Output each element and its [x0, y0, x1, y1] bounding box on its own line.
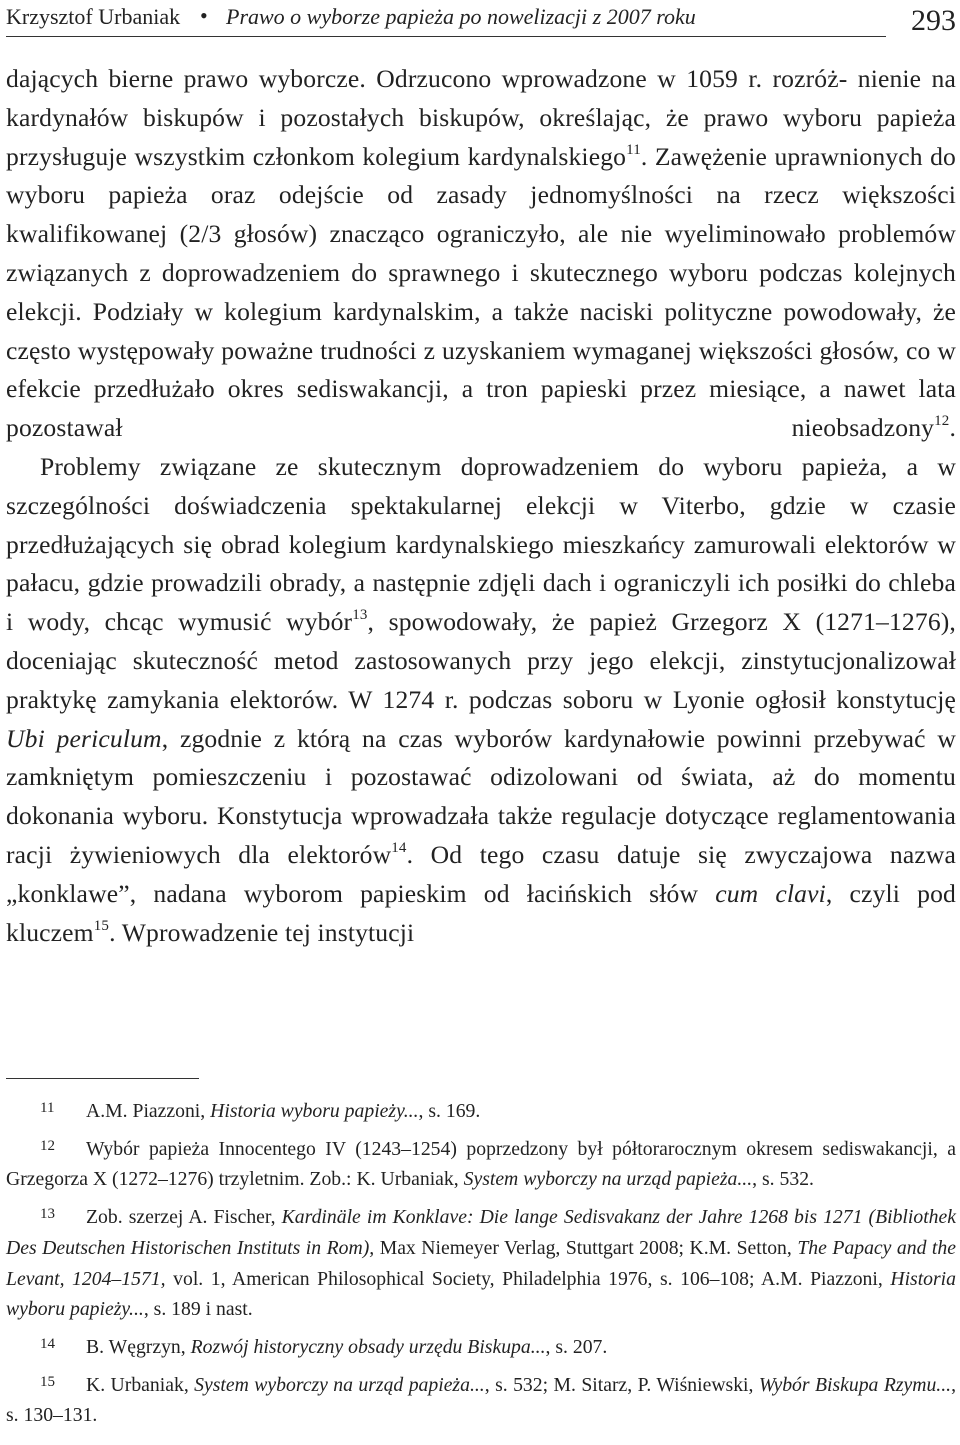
- main-text: [6, 60, 956, 952]
- footnote-rule: [6, 1078, 199, 1079]
- footnote-number: 13: [40, 1206, 55, 1223]
- page-number: 293: [911, 4, 956, 37]
- p2-text-4: . Od tego czasu datuje się zwyczajowa nazwa „konklawe”, nadana wyborom papieskim od łacińskich słów: [6, 839, 956, 908]
- p1-text-1: wyboru papieża przysługuje wszystkim członkom kolegium kardynalskiego: [6, 102, 956, 171]
- header-separator: •: [200, 3, 208, 28]
- footnote-14: [6, 1329, 956, 1363]
- footnote-italic: Rozwój historyczny obsady urzędu Biskupa...: [190, 1335, 546, 1358]
- footnote-italic: System wyborczy na urząd papieża...: [463, 1168, 753, 1191]
- footnote-15: [6, 1367, 956, 1431]
- p1-text-3: .: [949, 413, 956, 443]
- p2-italic-1: Ubi periculum: [6, 723, 162, 753]
- footnotes: [6, 1093, 956, 1435]
- header-author: Krzysztof Urbaniak: [6, 4, 181, 29]
- p2-text-5: , czyli pod kluczem: [6, 878, 956, 947]
- p2-text-1: Problemy związane ze skutecznym doprowadzeniem do wyboru papieża, a w szczególności doświadczenia spektakularnej elekcji w Viterbo, gdzie w czasie przedłużających się obrad kolegium kardynalskiego mieszkańcy zamurowali elektorów w pałacu, gdzie prowadzili obrady, a następnie zdjęli dach i ograniczyli ich posiłki do chleba i wody, chcąc wymusić wybór: [6, 451, 956, 637]
- footnote-text: vol. 1, American Philosophical Society, Philadelphia 1976, s. 106–108; A.M. Piazzoni,: [165, 1267, 891, 1290]
- footnote-text: B. Węgrzyn,: [86, 1335, 191, 1358]
- footnote-text: Wybór papieża Innocentego IV (1243–1254) poprzedzony był półtorarocznym okresem sediswakancji, a Grzegorza X (1272–1276) trzyletnim. Zob.: K. Urbaniak,: [6, 1137, 956, 1191]
- footnote-ref-13[interactable]: 13: [352, 607, 368, 624]
- footnote-number: 11: [40, 1100, 55, 1116]
- footnote-number: 15: [40, 1373, 55, 1390]
- footnote-text: , s. 532; M. Sitarz, P. Wiśniewski,: [484, 1373, 759, 1396]
- footnote-text: , s. 169.: [418, 1100, 481, 1122]
- paragraph-1: [6, 60, 956, 448]
- footnote-text: A.M. Piazzoni,: [86, 1100, 211, 1122]
- running-header: [6, 0, 956, 44]
- footnote-text: Zob. szerzej A. Fischer,: [86, 1206, 282, 1229]
- footnote-11: [6, 1093, 956, 1127]
- footnote-number: 14: [40, 1335, 55, 1352]
- p2-text-3: , zgodnie z którą na czas wyborów kardynałowie powinni przebywać w zamkniętym pomieszczeniu i pozostawać odizolowani od świata, aż do momentu dokonania wyboru. Konstytucja wprowadzała także regulacje dotyczące reglamentowania racji żywieniowych dla elektorów: [6, 723, 956, 869]
- footnote-text: , s. 189 i nast.: [143, 1298, 253, 1321]
- p2-text-6: . Wprowadzenie tej instytucji: [109, 917, 415, 947]
- footnote-ref-14[interactable]: 14: [391, 839, 407, 856]
- footnote-13: [6, 1199, 956, 1325]
- paragraph-2: [6, 448, 956, 952]
- footnote-12: [6, 1131, 956, 1195]
- footnote-text: K. Urbaniak,: [86, 1373, 195, 1396]
- p2-italic-2: cum clavi: [715, 878, 826, 908]
- footnote-italic: The Papacy and the Levant, 1204–1571,: [6, 1236, 956, 1290]
- footnote-italic: Historia wyboru papieży...: [6, 1267, 956, 1321]
- footnote-italic: Wybór Biskupa Rzymu...: [758, 1373, 952, 1396]
- footnote-number: 12: [40, 1137, 55, 1154]
- header-title: Prawo o wyborze papieża po nowelizacji z 2007 roku: [226, 4, 696, 29]
- p1-line-2: nienie na kardynałów biskupów i pozostałych biskupów, określając, że prawo: [6, 64, 956, 132]
- p2-text-2: , spowodowały, że papież Grzegorz X (1271–1276), doceniając skuteczność metod zastosowanych przy jego elekcji, zinstytucjonalizował praktykę zamykania elektorów. W 1274 r. podczas soboru w Lyonie ogłosił konstytucję: [6, 607, 956, 714]
- footnote-ref-15[interactable]: 15: [93, 917, 110, 934]
- footnote-text: Max Niemeyer Verlag, Stuttgart 2008; K.M. Setton,: [374, 1236, 798, 1259]
- footnote-italic: Kardinäle im Konklave: Die lange Sedisvakanz der Jahre 1268 bis 1271 (Bibliothek Des Deutschen Historischen Instituts in Rom),: [6, 1206, 956, 1259]
- footnote-text: , s. 130–131.: [6, 1373, 956, 1427]
- p1-text-2: . Zawężenie uprawnionych do wyboru papieża oraz odejście od zasady jednomyślności na rzecz większości kwalifikowanej (2/3 głosów) znacząco ograniczyło, ale nie wyeliminowało problemów związanych z doprowadzeniem do sprawnego i skutecznego wyboru podczas kolejnych elekcji. Podziały w kolegium kardynalskim, a także naciski polityczne powodowały, że często występowały poważne trudności z uzyskaniem wymaganej większości głosów, co w efekcie przedłużało okres sediswakancji, a tron papieski przez miesiące, a nawet lata pozostawał nieobsadzony: [6, 141, 956, 443]
- p1-line-1: dających bierne prawo wyborcze. Odrzucono wprowadzone w 1059 r. rozróż-: [6, 64, 848, 93]
- header-rule: [6, 36, 886, 37]
- footnote-text: , s. 532.: [752, 1168, 814, 1191]
- footnote-italic: System wyborczy na urząd papieża...: [194, 1373, 485, 1396]
- footnote-italic: Historia wyboru papieży...: [210, 1100, 419, 1122]
- footnote-ref-11[interactable]: 11: [626, 141, 641, 158]
- footnote-ref-12[interactable]: 12: [934, 413, 950, 430]
- footnote-text: , s. 207.: [545, 1335, 608, 1358]
